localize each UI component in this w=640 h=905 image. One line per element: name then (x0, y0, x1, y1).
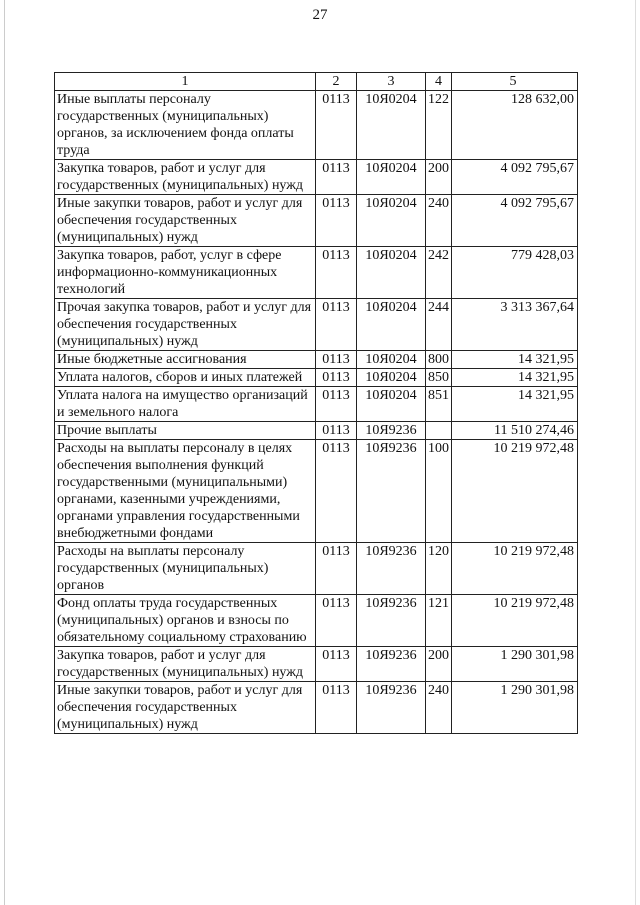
table-row (55, 160, 578, 195)
table-header-row (55, 73, 578, 91)
row-name: Прочая закупка товаров, работ и услуг для обеспечения государственных (муниципальных) нужд (55, 299, 316, 351)
table-row (55, 422, 578, 440)
row-amount: 14 321,95 (452, 351, 578, 369)
scan-right-edge (635, 0, 636, 905)
table-row (55, 369, 578, 387)
row-code: 0113 (316, 160, 357, 195)
table-row (55, 682, 578, 734)
row-name: Иные закупки товаров, работ и услуг для обеспечения государственных (муниципальных) нужд (55, 682, 316, 734)
table-row (55, 351, 578, 369)
row-amount: 10 219 972,48 (452, 440, 578, 543)
row-code: 0113 (316, 422, 357, 440)
row-name: Расходы на выплаты персоналу государственных (муниципальных) органов (55, 543, 316, 595)
column-header-4: 4 (426, 73, 452, 91)
row-name: Закупка товаров, работ, услуг в сфере информационно-коммуникационных технологий (55, 247, 316, 299)
row-type: 850 (426, 369, 452, 387)
row-name: Закупка товаров, работ и услуг для государственных (муниципальных) нужд (55, 647, 316, 682)
row-type: 240 (426, 195, 452, 247)
row-name: Иные бюджетные ассигнования (55, 351, 316, 369)
row-code: 0113 (316, 299, 357, 351)
row-amount: 779 428,03 (452, 247, 578, 299)
row-type: 240 (426, 682, 452, 734)
row-type: 242 (426, 247, 452, 299)
row-type: 800 (426, 351, 452, 369)
row-name: Уплата налогов, сборов и иных платежей (55, 369, 316, 387)
row-code: 0113 (316, 595, 357, 647)
row-type: 200 (426, 647, 452, 682)
row-amount: 14 321,95 (452, 369, 578, 387)
row-code: 0113 (316, 369, 357, 387)
row-article: 10Я0204 (357, 387, 426, 422)
row-amount: 10 219 972,48 (452, 543, 578, 595)
row-amount: 11 510 274,46 (452, 422, 578, 440)
row-article: 10Я9236 (357, 682, 426, 734)
table-row (55, 440, 578, 543)
row-type: 121 (426, 595, 452, 647)
row-code: 0113 (316, 543, 357, 595)
table-row (55, 647, 578, 682)
row-code: 0113 (316, 647, 357, 682)
row-article: 10Я9236 (357, 647, 426, 682)
row-amount: 14 321,95 (452, 387, 578, 422)
row-type: 244 (426, 299, 452, 351)
row-name: Иные выплаты персоналу государственных (муниципальных) органов, за исключением фонда оплаты труда (55, 91, 316, 160)
table-row (55, 543, 578, 595)
row-article: 10Я0204 (357, 351, 426, 369)
column-header-5: 5 (452, 73, 578, 91)
row-code: 0113 (316, 387, 357, 422)
row-code: 0113 (316, 247, 357, 299)
row-code: 0113 (316, 91, 357, 160)
row-amount: 3 313 367,64 (452, 299, 578, 351)
row-article: 10Я9236 (357, 440, 426, 543)
row-article: 10Я0204 (357, 91, 426, 160)
column-header-3: 3 (357, 73, 426, 91)
row-type: 122 (426, 91, 452, 160)
row-amount: 128 632,00 (452, 91, 578, 160)
row-name: Закупка товаров, работ и услуг для государственных (муниципальных) нужд (55, 160, 316, 195)
row-name: Прочие выплаты (55, 422, 316, 440)
row-type: 851 (426, 387, 452, 422)
table-row (55, 387, 578, 422)
row-code: 0113 (316, 682, 357, 734)
row-amount: 4 092 795,67 (452, 195, 578, 247)
row-article: 10Я0204 (357, 195, 426, 247)
budget-table (54, 72, 578, 734)
table-row (55, 91, 578, 160)
row-type: 100 (426, 440, 452, 543)
row-article: 10Я0204 (357, 247, 426, 299)
budget-table-container (54, 72, 578, 734)
row-article: 10Я0204 (357, 160, 426, 195)
row-code: 0113 (316, 351, 357, 369)
table-row (55, 595, 578, 647)
row-article: 10Я9236 (357, 595, 426, 647)
row-article: 10Я0204 (357, 299, 426, 351)
row-type: 120 (426, 543, 452, 595)
row-amount: 1 290 301,98 (452, 682, 578, 734)
table-row (55, 195, 578, 247)
scan-left-edge (4, 0, 5, 905)
table-row (55, 299, 578, 351)
row-article: 10Я9236 (357, 543, 426, 595)
row-amount: 1 290 301,98 (452, 647, 578, 682)
column-header-1: 1 (55, 73, 316, 91)
row-amount: 10 219 972,48 (452, 595, 578, 647)
row-article: 10Я9236 (357, 422, 426, 440)
row-type: 200 (426, 160, 452, 195)
row-name: Расходы на выплаты персоналу в целях обеспечения выполнения функций государственными (муниципальными) органами, казенными учреждениями, органами управления государственными внебюджетными фондами (55, 440, 316, 543)
page-number: 27 (312, 7, 328, 23)
row-type (426, 422, 452, 440)
row-name: Иные закупки товаров, работ и услуг для обеспечения государственных (муниципальных) нужд (55, 195, 316, 247)
column-header-2: 2 (316, 73, 357, 91)
row-amount: 4 092 795,67 (452, 160, 578, 195)
row-code: 0113 (316, 440, 357, 543)
table-row (55, 247, 578, 299)
row-code: 0113 (316, 195, 357, 247)
row-article: 10Я0204 (357, 369, 426, 387)
row-name: Фонд оплаты труда государственных (муниципальных) органов и взносы по обязательному социальному страхованию (55, 595, 316, 647)
row-name: Уплата налога на имущество организаций и земельного налога (55, 387, 316, 422)
